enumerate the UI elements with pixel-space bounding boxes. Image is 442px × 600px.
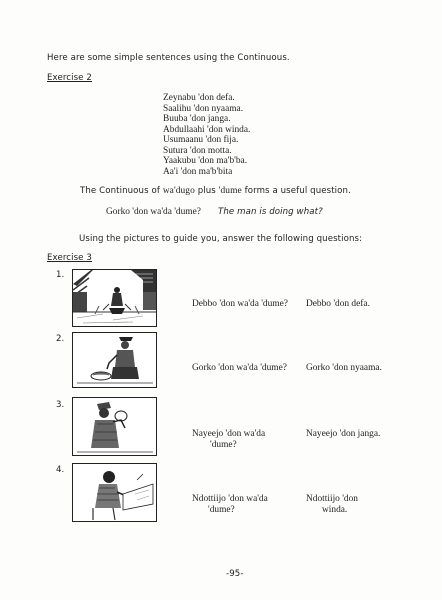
note-text: forms a useful question. (241, 186, 351, 196)
sentence: Buuba 'don janga. (163, 114, 231, 124)
item-question (192, 429, 265, 450)
note-text: plus (194, 186, 219, 196)
sentence: Usumaanu 'don fija. (163, 135, 239, 145)
item-question: Gorko 'don wa'da 'dume? (192, 363, 287, 373)
item-answer: Gorko 'don nyaama. (306, 363, 382, 373)
sentence: Abdullaahi 'don winda. (163, 124, 251, 135)
item-question-line: Nayeejo 'don wa'da (192, 429, 266, 439)
item-number: 4. (56, 465, 65, 475)
page-number: -95- (226, 569, 244, 579)
item-number: 3. (56, 400, 65, 410)
sentence: Aa'i 'don ma'b'bita (163, 166, 233, 177)
example-translation: The man is doing what? (218, 207, 323, 217)
exercise-3-heading: Exercise 3 (47, 253, 92, 263)
picture-man-eating (72, 332, 157, 388)
exercise-2-heading: Exercise 2 (47, 73, 92, 83)
sentence: Zeynabu 'don defa. (163, 93, 235, 103)
question-note (80, 186, 351, 196)
item-question: Debbo 'don wa'da 'dume? (192, 299, 288, 309)
intro-text: Here are some simple sentences using the Continuous. (47, 53, 290, 63)
picture-woman-cooking (72, 269, 157, 327)
instruction-text: Using the pictures to guide you, answer the following questions: (79, 234, 363, 244)
sentence: Saalihu 'don nyaama. (163, 103, 244, 114)
woman-cooking-illustration (73, 270, 156, 326)
note-word: wa'dugo (162, 186, 195, 196)
note-word: 'dume (218, 186, 242, 196)
item-number: 1. (56, 270, 65, 280)
example-question: Gorko 'don wa'da 'dume? (106, 207, 201, 217)
item-question-line: 'dume? (208, 504, 235, 515)
man-eating-illustration (73, 333, 156, 387)
note-text: The Continuous of (80, 186, 163, 196)
picture-boy-reading (72, 397, 157, 456)
sentence: Sutura 'don motta. (163, 145, 232, 156)
item-question-line: 'dume? (210, 439, 237, 450)
picture-student-writing (72, 463, 157, 522)
sentence: Yaakubu 'don ma'b'ba. (163, 156, 248, 166)
exercise-2-sentences (163, 93, 250, 177)
student-writing-illustration (73, 464, 156, 521)
boy-reading-illustration (73, 398, 156, 455)
item-number: 2. (56, 334, 65, 344)
item-question-line: Ndottiijo 'don wa'da (192, 494, 268, 504)
item-answer-line: Ndottiijo 'don (306, 494, 358, 504)
item-answer-line: winda. (322, 504, 348, 515)
item-answer: Debbo 'don defa. (306, 299, 370, 309)
item-question (192, 494, 268, 515)
item-answer (306, 494, 358, 515)
item-answer: Nayeejo 'don janga. (306, 429, 381, 439)
